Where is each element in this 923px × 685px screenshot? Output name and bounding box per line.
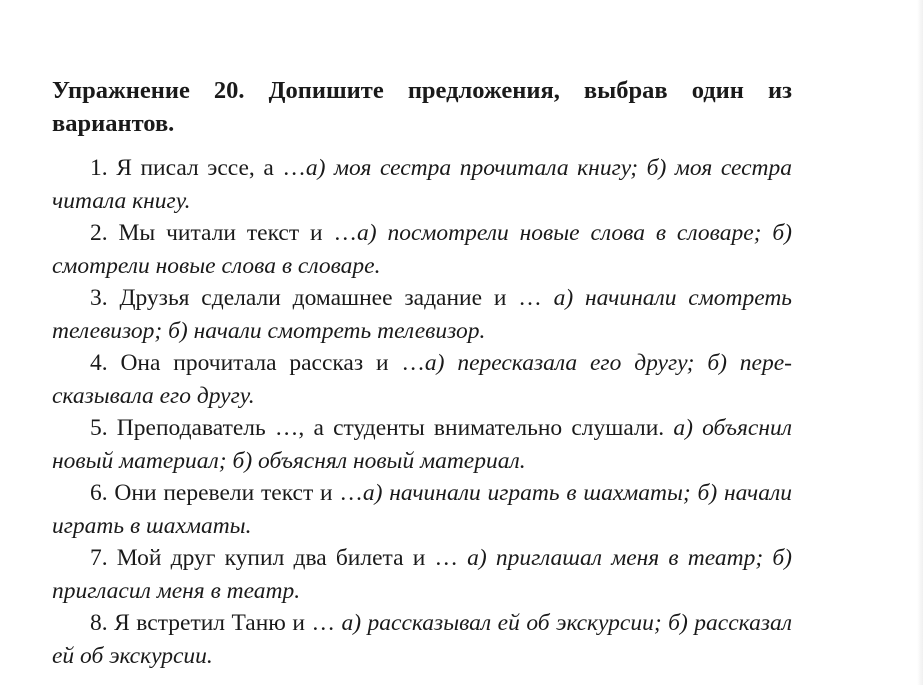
page-edge-shadow: [917, 0, 923, 685]
item-stem: 5. Преподаватель …, а студенты внимательно слушали.: [90, 415, 674, 441]
item-options: а) начинали смотреть телевизор; б) начали смотреть телевизор.: [52, 285, 792, 344]
item-options: а) начинали играть в шахматы; б) начали играть в шахматы.: [52, 480, 793, 539]
item-stem: 6. Они перевели текст и …: [90, 480, 363, 506]
exercise-item-4: [52, 347, 792, 412]
exercise-item-2: [52, 217, 792, 282]
item-options: а) моя сестра прочитала книгу; б) моя сестра читала книгу.: [52, 155, 792, 214]
item-stem: 1. Я писал эссе, а …: [90, 155, 306, 181]
exercise-item-6: [52, 477, 792, 542]
item-stem: 8. Я встретил Таню и …: [90, 610, 342, 636]
exercise-item-1: [52, 152, 792, 217]
item-options: а) рассказывал ей об экскурсии; б) рассказал ей об экскурсии.: [52, 610, 792, 669]
exercise-item-3: [52, 282, 792, 347]
exercise-item-5: [52, 412, 792, 477]
item-stem: 2. Мы читали текст и …: [90, 220, 357, 246]
exercise-item-8: [52, 607, 792, 672]
item-options: а) объяснил новый материал; б) объяснял новый материал.: [52, 415, 792, 474]
exercise-title: Упражнение 20. Допишите предложения, выбрав один из вариантов.: [52, 77, 792, 137]
textbook-page: [52, 74, 792, 672]
item-options: а) посмотрели новые слова в словаре; б) смотрели новые слова в словаре.: [52, 220, 792, 279]
item-stem: 3. Друзья сделали домашнее задание и …: [90, 285, 554, 311]
item-stem: 4. Она прочитала рассказ и …: [90, 350, 425, 376]
item-options: а) приглашал меня в театр; б) пригласил меня в театр.: [52, 545, 792, 604]
item-stem: 7. Мой друг купил два билета и …: [90, 545, 468, 571]
exercise-item-7: [52, 542, 792, 607]
item-options: а) пересказала его другу; б) пересказывала его другу.: [52, 350, 792, 409]
